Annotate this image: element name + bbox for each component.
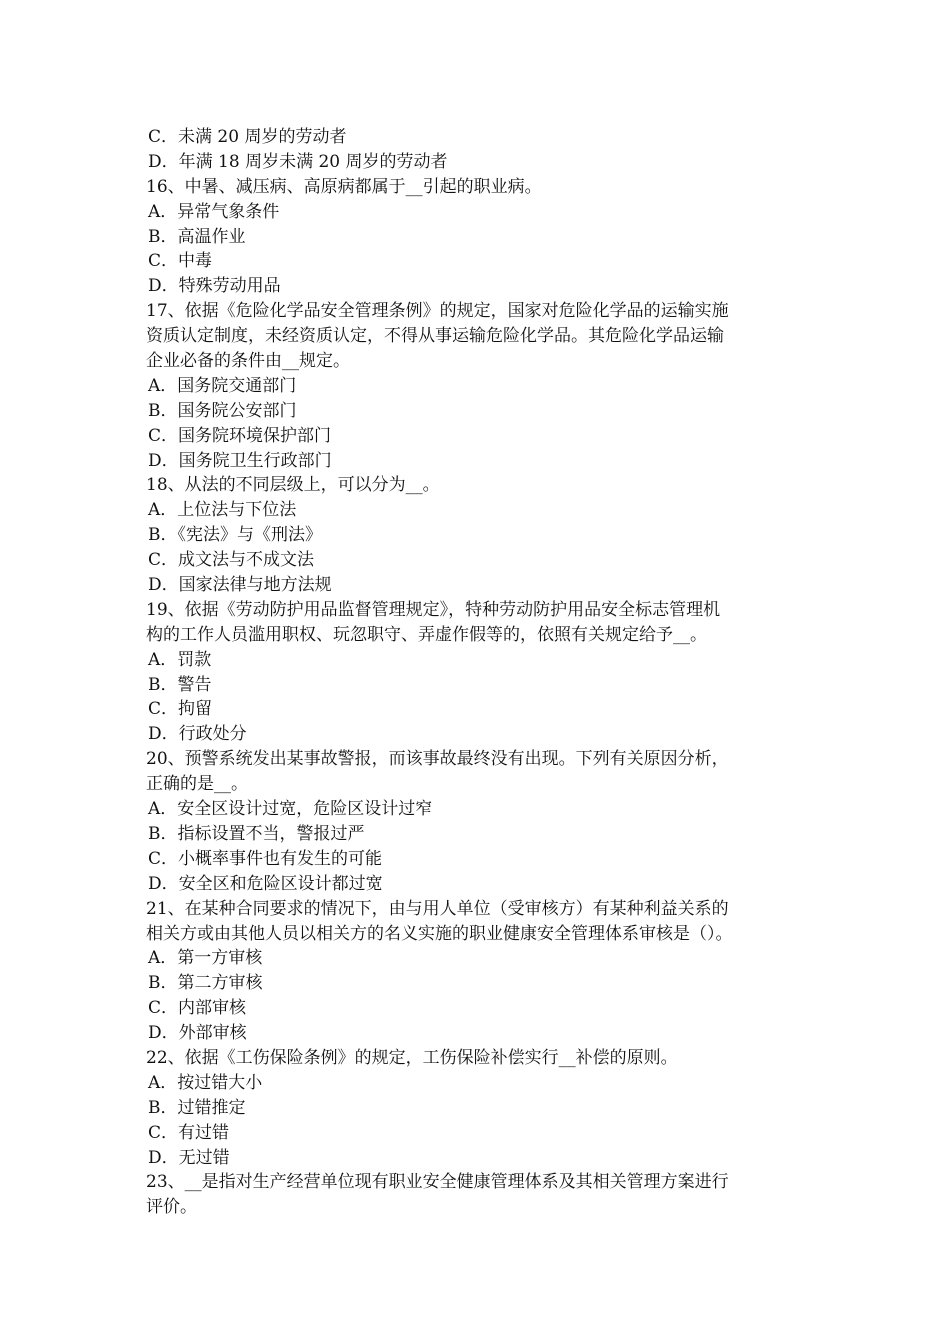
answer-option-line: C．小概率事件也有发生的可能	[148, 848, 383, 869]
answer-option-line: C．国务院环境保护部门	[148, 425, 332, 446]
answer-option-line: A．上位法与下位法	[148, 500, 297, 521]
answer-option-line: B．《宪法》与《刑法》	[148, 525, 322, 546]
answer-option-line: A．第一方审核	[148, 948, 263, 969]
answer-option-line: A．安全区设计过宽，危险区设计过窄	[148, 799, 433, 820]
answer-option-line: C．有过错	[148, 1122, 230, 1143]
question-text-line: 16、中暑、减压病、高原病都属于__引起的职业病。	[146, 176, 542, 197]
answer-option-line: A．异常气象条件	[148, 201, 280, 222]
answer-option-line: C．未满 20 周岁的劳动者	[148, 127, 347, 147]
answer-option-line: C．中毒	[148, 251, 213, 272]
question-text-line: 资质认定制度，未经资质认定，不得从事运输危险化学品。其危险化学品运输	[146, 326, 724, 347]
answer-option-line: D．国务院卫生行政部门	[148, 450, 332, 471]
answer-option-line: C．内部审核	[148, 998, 247, 1019]
answer-option-line: D．年满 18 周岁未满 20 周岁的劳动者	[148, 151, 448, 172]
answer-option-line: A．国务院交通部门	[148, 375, 297, 396]
question-text-line: 23、__是指对生产经营单位现有职业安全健康管理体系及其相关管理方案进行	[146, 1172, 729, 1193]
answer-option-line: A．罚款	[148, 649, 212, 670]
question-text-line: 正确的是__。	[146, 774, 248, 795]
answer-option-line: D．国家法律与地方法规	[148, 575, 332, 596]
answer-option-line: A．按过错大小	[148, 1072, 263, 1093]
answer-option-line: B．警告	[148, 674, 212, 695]
answer-option-line: C．拘留	[148, 699, 213, 720]
question-text-line: 19、依据《劳动防护用品监督管理规定》，特种劳动防护用品安全标志管理机	[146, 599, 721, 620]
answer-option-line: D．无过错	[148, 1147, 230, 1168]
question-text-line: 21、在某种合同要求的情况下，由与用人单位（受审核方）有某种利益关系的	[146, 898, 729, 919]
answer-option-line: B．指标设置不当，警报过严	[148, 823, 365, 844]
question-text-line: 18、从法的不同层级上，可以分为__。	[146, 475, 440, 496]
answer-option-line: B．第二方审核	[148, 973, 263, 994]
answer-option-line: D．行政处分	[148, 724, 247, 745]
question-text-line: 相关方或由其他人员以相关方的名义实施的职业健康安全管理体系审核是（）。	[146, 923, 733, 944]
answer-option-line: D．安全区和危险区设计都过宽	[148, 873, 383, 894]
question-text-line: 评价。	[146, 1197, 197, 1218]
document-body	[146, 125, 812, 1220]
question-text-line: 22、依据《工伤保险条例》的规定，工伤保险补偿实行__补偿的原则。	[146, 1047, 678, 1068]
answer-option-line: D．特殊劳动用品	[148, 276, 281, 297]
answer-option-line: B．国务院公安部门	[148, 400, 297, 421]
answer-option-line: B．过错推定	[148, 1097, 246, 1118]
answer-option-line: C．成文法与不成文法	[148, 550, 315, 571]
question-text-line: 17、依据《危险化学品安全管理条例》的规定，国家对危险化学品的运输实施	[146, 301, 729, 322]
question-text-line: 构的工作人员滥用职权、玩忽职守、弄虚作假等的，依照有关规定给予__。	[146, 624, 707, 645]
answer-option-line: D．外部审核	[148, 1023, 247, 1044]
question-text-line: 企业必备的条件由__规定。	[146, 351, 350, 372]
answer-option-line: B．高温作业	[148, 226, 246, 247]
question-text-line: 20、预警系统发出某事故警报，而该事故最终没有出现。下列有关原因分析，	[146, 749, 729, 770]
